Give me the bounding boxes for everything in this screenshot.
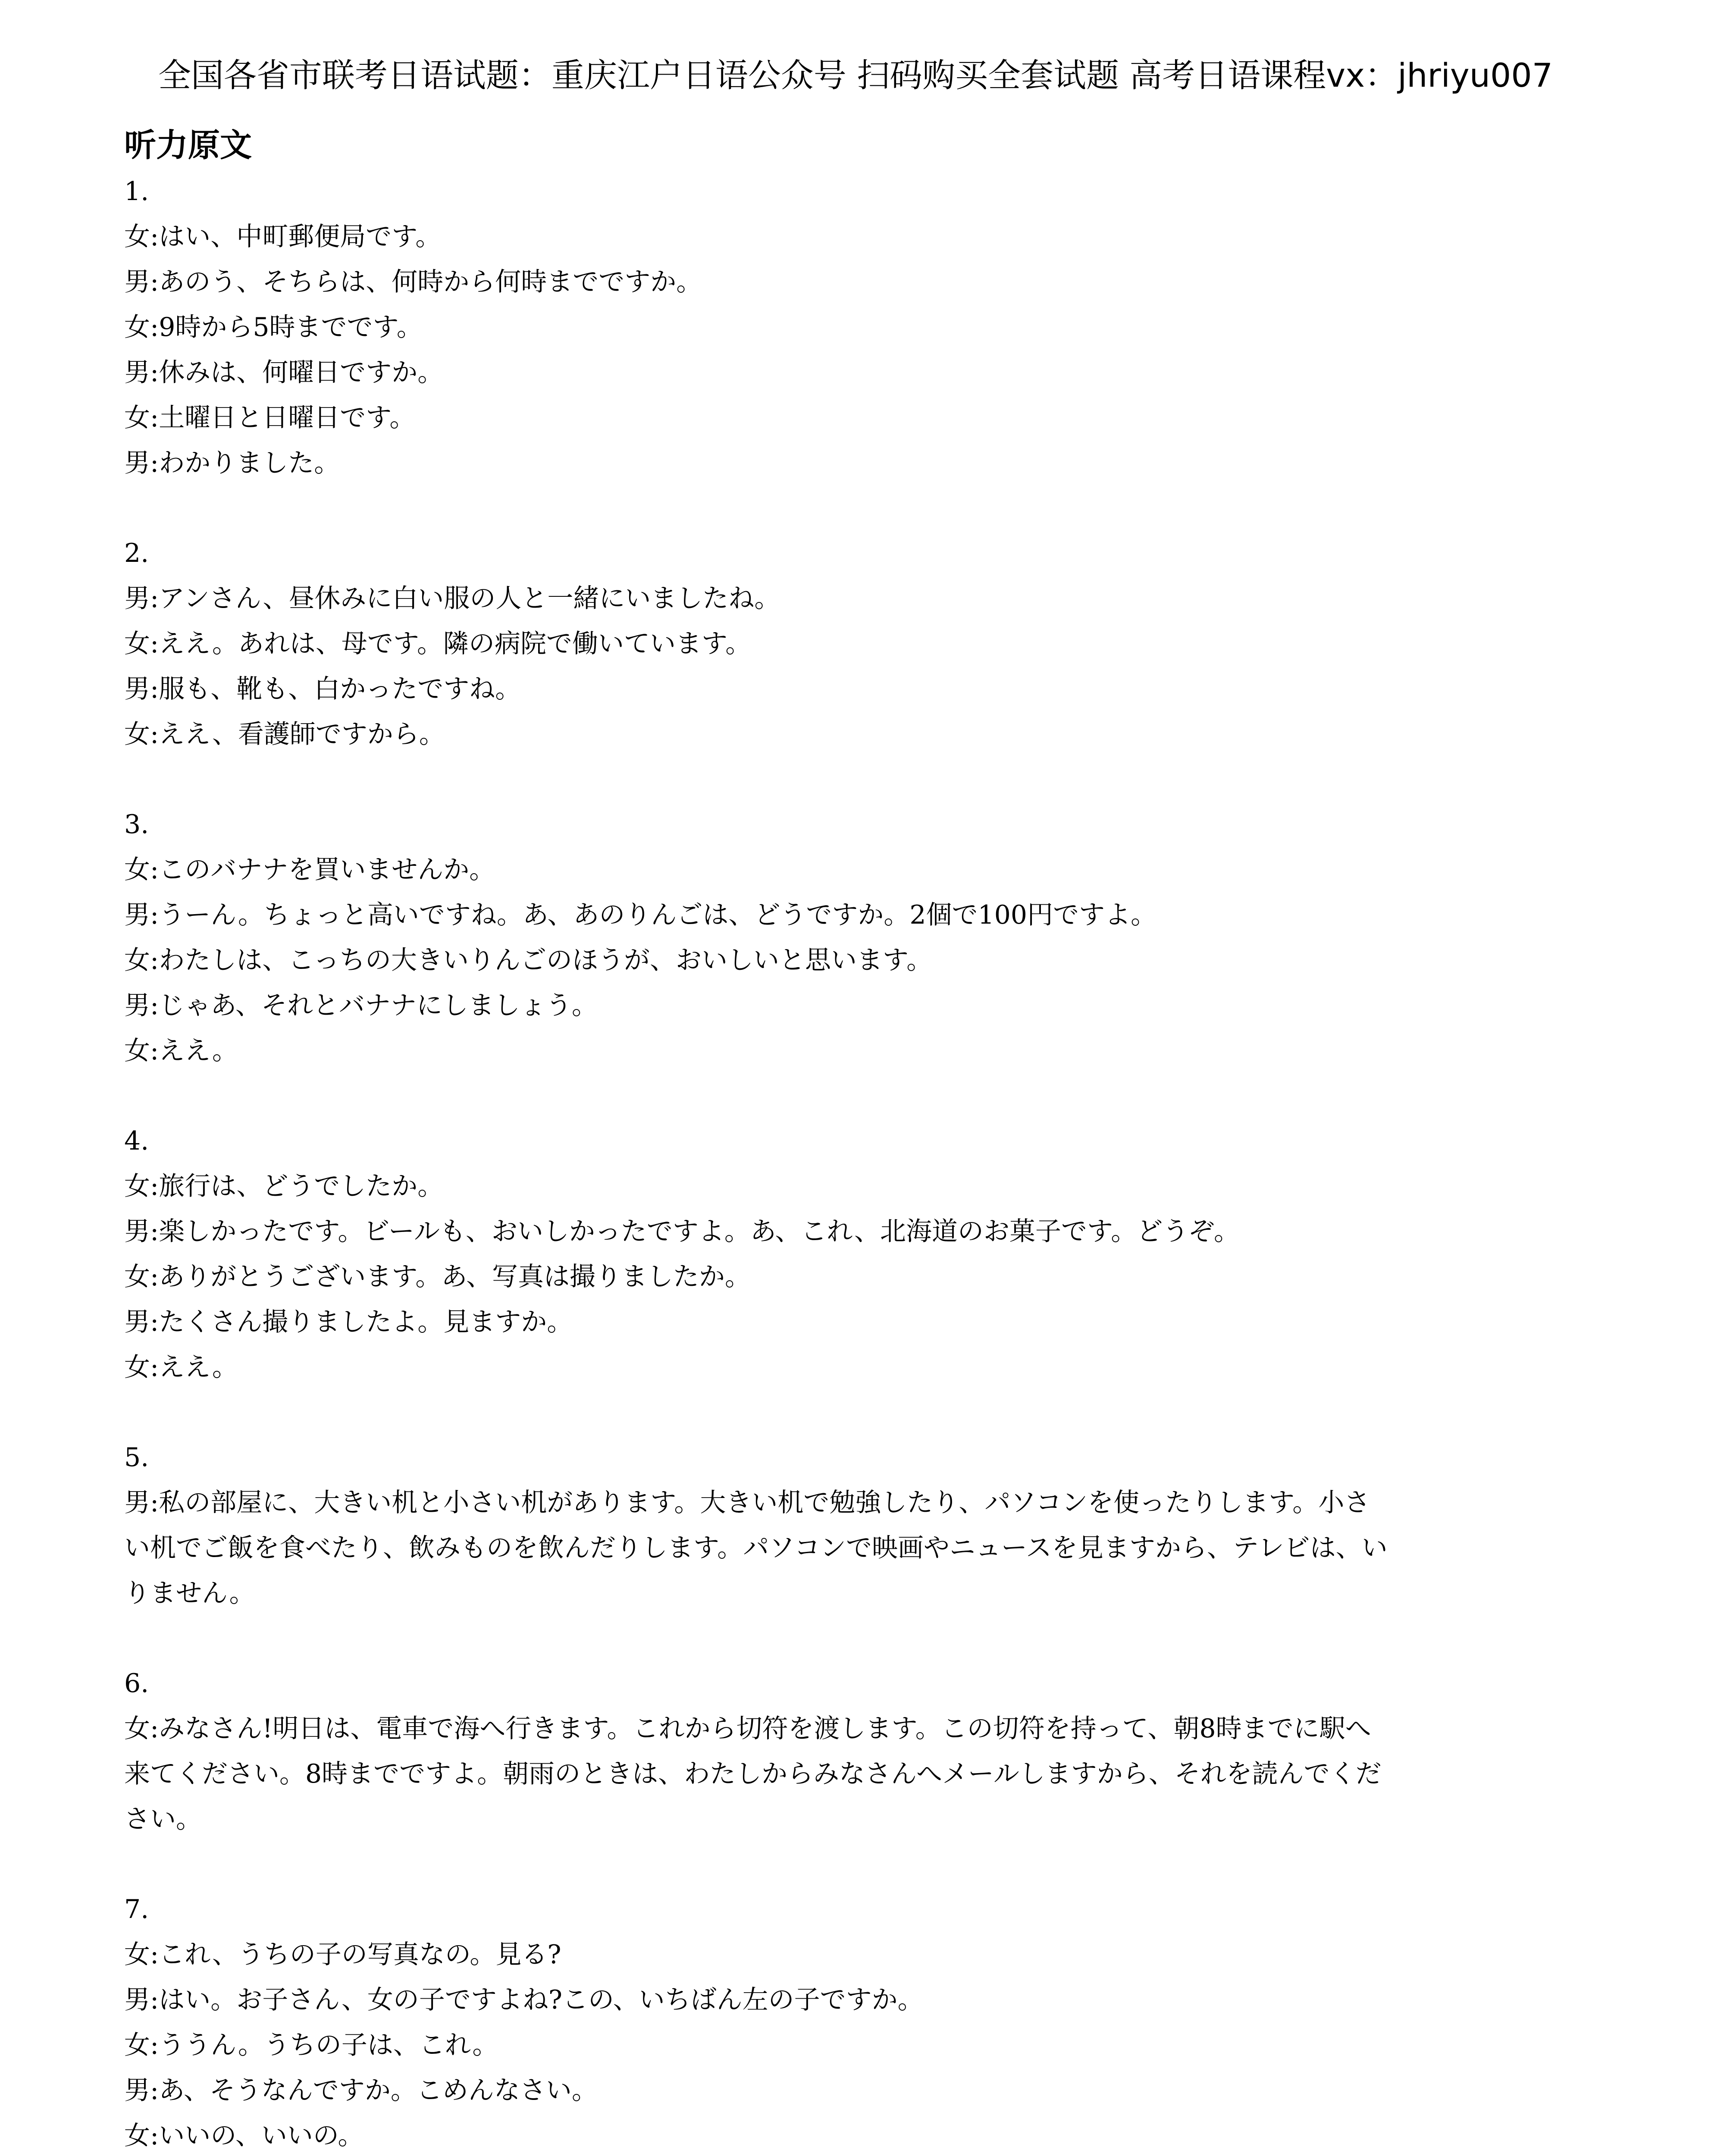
question-number: 5.: [124, 1442, 149, 1473]
dialogue-line: 男:はい。お子さん、女の子ですよね?この、いちばん左の子ですか。: [124, 1985, 924, 2015]
transcript-sections: [124, 169, 1608, 2156]
dialogue-line: 男:楽しかったです。ビールも、おいしかったですよ。あ、これ、北海道のお菓子です。どうぞ。: [124, 1216, 1240, 1247]
transcript-section: [124, 1435, 1608, 1616]
question-number: 3.: [124, 809, 149, 840]
dialogue-line: 女:9時から5時までです。: [124, 312, 423, 342]
dialogue-line: さい。: [124, 1804, 202, 1834]
section-title: 听力原文: [124, 127, 252, 164]
dialogue-line: 男:じゃあ、それとバナナにしましょう。: [124, 990, 598, 1021]
dialogue-line: 男:あのう、そちらは、何時から何時までですか。: [124, 267, 702, 297]
dialogue-line: 来てください。8時までですよ。朝雨のときは、わたしからみなさんへメールしますから、それを読んでくだ: [124, 1759, 1382, 1789]
dialogue-line: い机でご飯を食べたり、飲みものを飲んだりします。パソコンで映画やニュースを見ますから、テレビは、い: [124, 1533, 1388, 1563]
transcript-section: [124, 1661, 1608, 1842]
transcript-section: [124, 802, 1608, 1074]
transcript-section: [124, 531, 1608, 757]
dialogue-line: 男:アンさん、昼休みに白い服の人と一緒にいましたね。: [124, 583, 780, 614]
dialogue-line: 女:わたしは、こっちの大きいりんごのほうが、おいしいと思います。: [124, 945, 933, 975]
dialogue-line: 女:これ、うちの子の写真なの。見る?: [124, 1940, 561, 1970]
dialogue-line: 女:ええ、看護師ですから。: [124, 719, 445, 749]
question-number: 6.: [124, 1668, 149, 1698]
dialogue-line: 男:私の部屋に、大きい机と小さい机があります。大きい机で勉強したり、パソコンを使ったりします。小さ: [124, 1488, 1370, 1518]
dialogue-line: 男:わかりました。: [124, 448, 340, 478]
dialogue-line: 女:みなさん!明日は、電車で海へ行きます。これから切符を渡します。この切符を持って、朝8時までに駅へ: [124, 1714, 1371, 1744]
transcript-section: [124, 1119, 1608, 1390]
dialogue-line: 男:服も、靴も、白かったですね。: [124, 674, 521, 704]
dialogue-line: 女:はい、中町郵便局です。: [124, 222, 442, 252]
page-header: 全国各省市联考日语试题：重庆江户日语公众号 扫码购买全套试题 高考日语课程vx：jhriyu007: [158, 56, 1553, 94]
dialogue-line: 女:いいの、いいの。: [124, 2121, 364, 2151]
document-content: [124, 122, 1608, 2156]
dialogue-line: 女:ううん。うちの子は、これ。: [124, 2030, 498, 2060]
dialogue-line: 男:あ、そうなんですか。こめんなさい。: [124, 2075, 598, 2106]
question-number: 7.: [124, 1894, 149, 1924]
question-number: 4.: [124, 1126, 149, 1156]
dialogue-line: 女:ありがとうございます。あ、写真は撮りましたか。: [124, 1262, 751, 1292]
dialogue-line: 女:旅行は、どうでしたか。: [124, 1171, 444, 1201]
dialogue-line: 女:ええ。あれは、母です。隣の病院で働いています。: [124, 629, 752, 659]
transcript-section: [124, 169, 1608, 486]
dialogue-line: 男:うーん。ちょっと高いですね。あ、あのりんごは、どうですか。2個で100円ですよ。: [124, 900, 1157, 930]
dialogue-line: 女:土曜日と日曜日です。: [124, 403, 416, 433]
transcript-section: [124, 1887, 1608, 2156]
question-number: 2.: [124, 538, 149, 568]
question-number: 1.: [124, 176, 149, 207]
dialogue-line: 男:たくさん撮りましたよ。見ますか。: [124, 1307, 573, 1337]
dialogue-line: 女:ええ。: [124, 1036, 238, 1066]
dialogue-line: 男:休みは、何曜日ですか。: [124, 357, 444, 388]
dialogue-line: りません。: [124, 1578, 255, 1608]
dialogue-line: 女:ええ。: [124, 1352, 238, 1382]
dialogue-line: 女:このバナナを買いませんか。: [124, 855, 495, 885]
